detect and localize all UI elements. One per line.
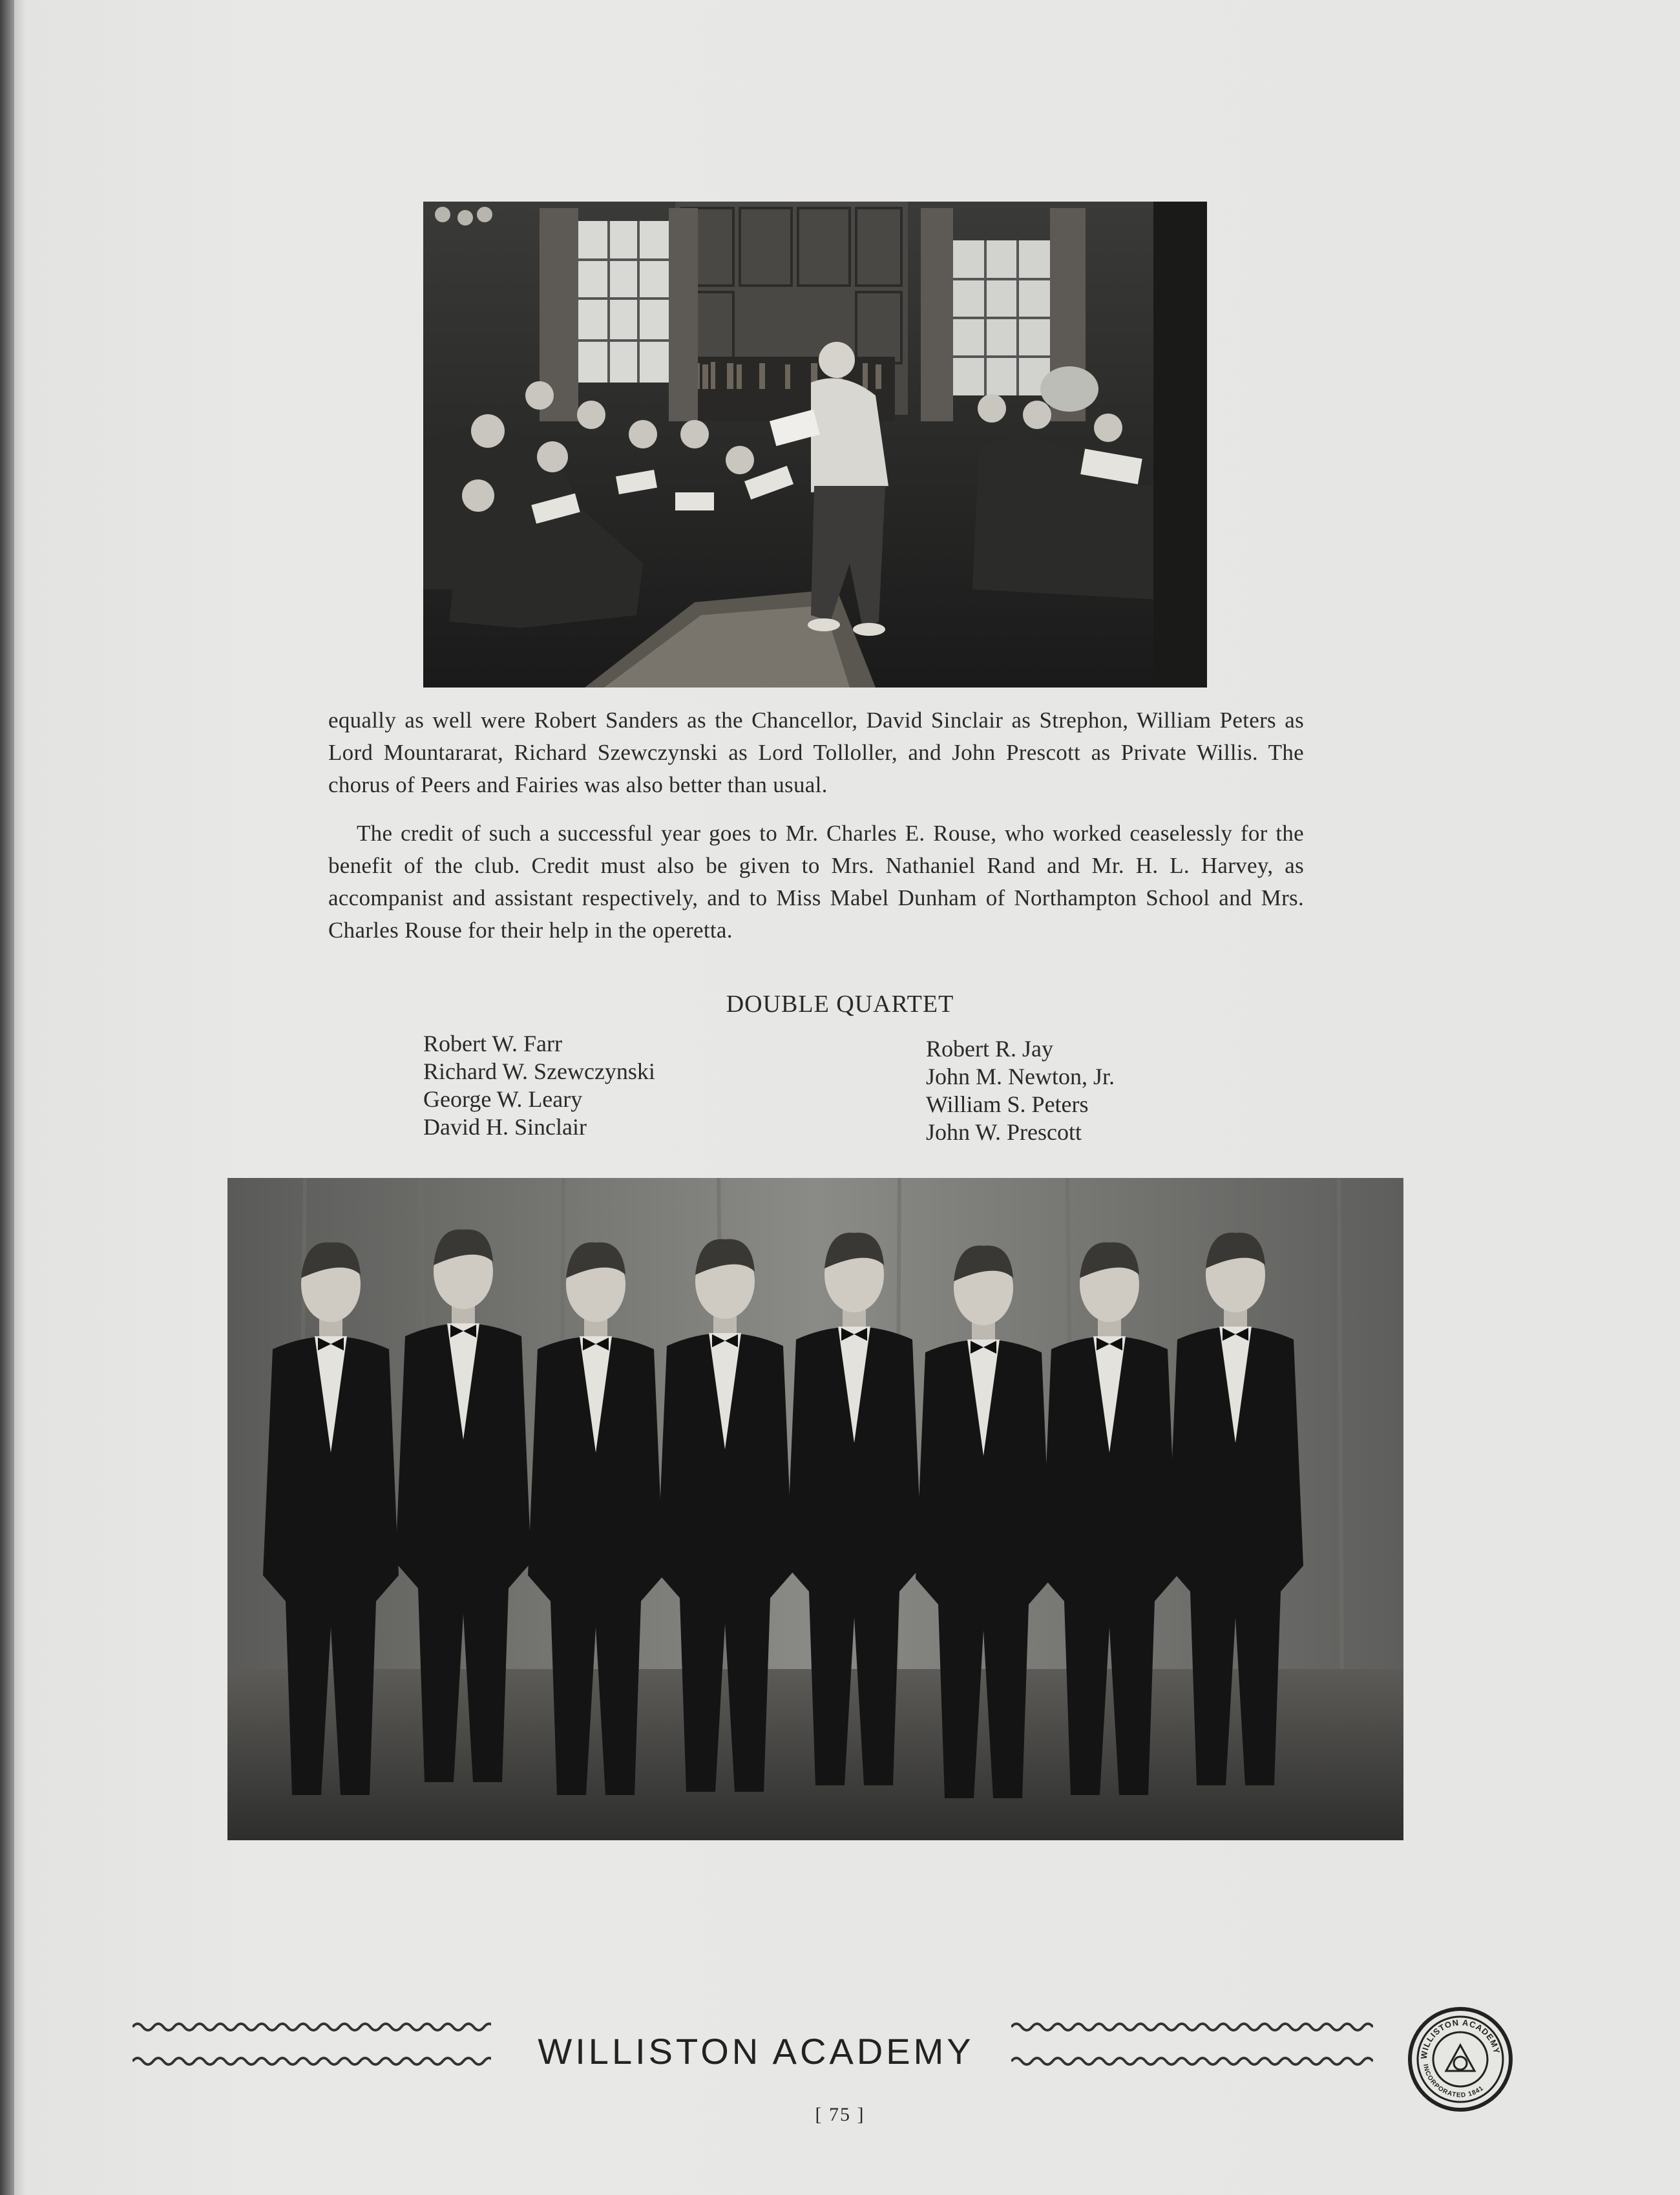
- footer-ornament-right-bottom: [1011, 2055, 1373, 2068]
- svg-text:WILLISTON ACADEMY: WILLISTON ACADEMY: [1418, 2017, 1502, 2060]
- footer-ornament-right-top: [1011, 2021, 1373, 2033]
- roster-name: John M. Newton, Jr.: [926, 1064, 1115, 1089]
- footer-ornament-left-bottom: [132, 2055, 491, 2068]
- roster-left-column: [423, 1030, 655, 1141]
- roster-name: David H. Sinclair: [423, 1114, 587, 1140]
- footer-ornament-left-top: [132, 2021, 491, 2033]
- double-quartet-title: DOUBLE QUARTET: [726, 991, 954, 1018]
- binding-shadow: [0, 0, 14, 2195]
- roster-name: Robert W. Farr: [423, 1031, 562, 1056]
- roster-name: George W. Leary: [423, 1086, 583, 1112]
- roster-name: William S. Peters: [926, 1091, 1089, 1117]
- roster-name: Richard W. Szewczynski: [423, 1058, 655, 1084]
- academy-seal: [1407, 2006, 1514, 2113]
- svg-text:INCORPORATED 1841: INCORPORATED 1841: [1422, 2063, 1486, 2099]
- footer-title: WILLISTON ACADEMY: [538, 2031, 974, 2072]
- rehearsal-photo: [423, 202, 1207, 688]
- roster-name: Robert R. Jay: [926, 1036, 1053, 1062]
- roster-name: John W. Prescott: [926, 1119, 1082, 1145]
- body-paragraph-1: equally as well were Robert Sanders as the Chancellor, David Sinclair as Strephon, William Peters as Lord Mountararat, Richard Szewczynski as Lord Tolloller, and John Prescott as Private Willis. The chorus of Peers and Fairies was also better than usual.: [328, 708, 1304, 797]
- double-quartet-photo: [227, 1178, 1403, 1840]
- body-paragraph-2: The credit of such a successful year goes to Mr. Charles E. Rouse, who worked ceaselessly for the benefit of the club. Credit must also be given to Mrs. Nathaniel Rand and Mr. H. L. Harvey, as accompanist and assistant respectively, and to Miss Mabel Dunham of Northampton School and Mrs. Charles Rouse for their help in the operetta.: [328, 821, 1304, 943]
- roster-right-column: [926, 1035, 1115, 1146]
- page-number: [ 75 ]: [815, 2104, 865, 2125]
